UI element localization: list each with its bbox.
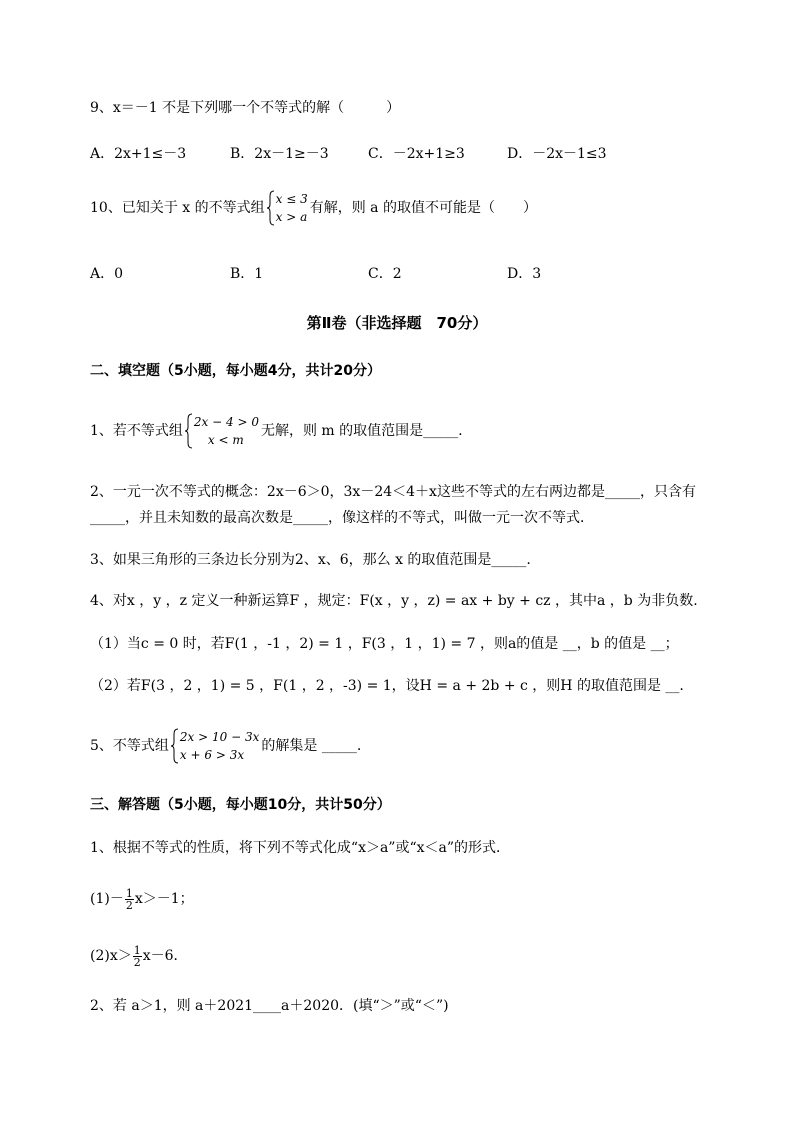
- section-3-title: 三、解答题（5小题，每小题10分，共计50分）: [90, 797, 391, 813]
- q10-option-c: C．2: [368, 266, 402, 282]
- fill-4-part-2: （2）若F(3 ，2 ，1) = 5 ，F(1 ，2 ，-3) = 1，设H = a + 2b + c ，则H 的取值范围是 __.: [90, 678, 684, 694]
- section-2-title: 二、填空题（5小题，每小题4分，共计20分）: [90, 363, 381, 379]
- q10-sys-row-2: x > a: [275, 210, 308, 224]
- q10-option-a: A．0: [90, 266, 124, 282]
- fraction-numerator: 1: [133, 943, 141, 957]
- brace-icon: [185, 413, 193, 449]
- q9-option-c: C．－2x+1≥3: [368, 146, 465, 162]
- q10-suffix: 有解，则 a 的取值不可能是（ ）: [309, 200, 537, 216]
- solve-1-stem: 1、根据不等式的性质，将下列不等式化成“x＞a”或“x＜a”的形式．: [90, 840, 511, 856]
- brace-icon: [267, 190, 275, 226]
- fill-1: [90, 413, 463, 449]
- solve-1-part-2: [90, 941, 188, 971]
- q9-option-a: A．2x+1≤－3: [90, 146, 187, 162]
- f5-suffix: 的解集是 _____.: [261, 738, 362, 754]
- fill-3: 3、如果三角形的三条边长分别为2、x、6，那么 x 的取值范围是_____.: [90, 552, 531, 568]
- s1p2-prefix: (2)x＞: [90, 948, 132, 964]
- f5-prefix: 5、不等式组: [90, 738, 169, 754]
- q10-prefix: 10、已知关于 x 的不等式组: [90, 200, 265, 216]
- s1p1-suffix: x＞－1；: [134, 891, 194, 907]
- solve-1-part-1: [90, 884, 194, 914]
- part-2-title: 第Ⅱ卷（非选择题 70分）: [306, 314, 488, 332]
- f5-sys-row-2: x + 6 > 3x: [179, 748, 245, 762]
- fill-4-stem: 4、对x ，y ，z 定义一种新运算F ，规定：F(x ，y ，z) = ax + by + cz ，其中a ，b 为非负数.: [90, 593, 698, 609]
- q10-option-b: B．1: [230, 266, 264, 282]
- fraction-numerator: 1: [125, 886, 133, 900]
- question-9-stem: 9、x＝－1 不是下列哪一个不等式的解（ ）: [90, 100, 401, 116]
- solve-2: 2、若 a＞1，则 a＋2021____a＋2020．(填“＞”或“＜”): [90, 998, 449, 1014]
- fill-2-line-2: _____，并且未知数的最高次数是_____，像这样的不等式，叫做一元一次不等式．: [90, 510, 594, 526]
- q10-sys-row-1: x ≤ 3: [275, 192, 308, 206]
- f1-inequality-system: [185, 413, 259, 449]
- fill-5: [90, 728, 361, 764]
- f1-prefix: 1、若不等式组: [90, 423, 183, 439]
- question-10-stem: [90, 190, 537, 226]
- fraction-denominator: 2: [133, 955, 141, 969]
- s1p2-suffix: x－6．: [142, 948, 188, 964]
- brace-icon: [171, 728, 179, 764]
- q10-option-d: D．3: [507, 266, 542, 282]
- f1-sys-row-2: x < m: [207, 433, 244, 447]
- fraction: [125, 888, 134, 911]
- fraction-denominator: 2: [125, 898, 133, 912]
- s1p1-prefix: (1)－: [90, 891, 124, 907]
- fill-2-line-1: 2、一元一次不等式的概念：2x－6＞0，3x－24＜4＋x这些不等式的左右两边都是_____，只含有: [90, 484, 696, 500]
- q10-inequality-system: [267, 190, 308, 226]
- fraction: [133, 945, 142, 968]
- f5-sys-row-1: 2x > 10 − 3x: [179, 730, 260, 744]
- f1-sys-row-1: 2x − 4 > 0: [193, 415, 259, 429]
- f1-suffix: 无解，则 m 的取值范围是_____.: [260, 423, 463, 439]
- q9-option-d: D．－2x－1≤3: [507, 146, 607, 162]
- fill-4-part-1: （1）当c = 0 时，若F(1 ，-1 ，2) = 1 ，F(3 ，1 ，1) = 7 ，则a的值是 __，b 的值是 __；: [90, 636, 679, 652]
- f5-inequality-system: [171, 728, 259, 764]
- q9-option-b: B．2x－1≥－3: [230, 146, 329, 162]
